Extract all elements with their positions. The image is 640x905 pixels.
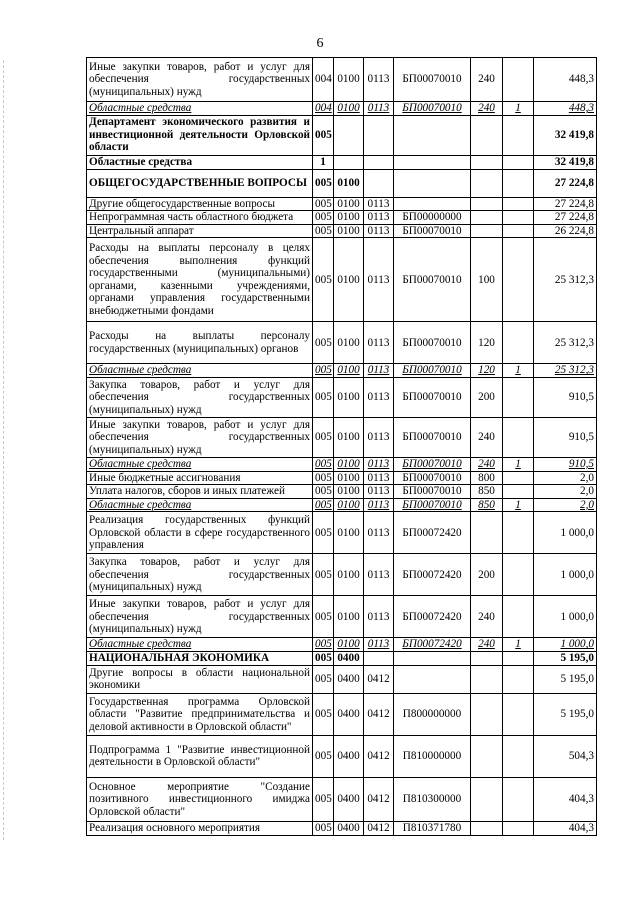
department-code: 005 xyxy=(313,638,334,652)
section-code: 0400 xyxy=(334,693,364,735)
table-row xyxy=(87,377,597,417)
expense-type-code: 120 xyxy=(471,322,503,364)
target-article-code xyxy=(394,197,471,211)
table-row xyxy=(87,169,597,197)
expense-type-code: 240 xyxy=(471,417,503,457)
amount: 2,0 xyxy=(534,471,597,485)
table-row xyxy=(87,693,597,735)
row-name: Расходы на выплаты персоналу государственных (муниципальных) органов xyxy=(87,322,313,364)
table-row xyxy=(87,115,597,155)
section-code: 0100 xyxy=(334,471,364,485)
table-row xyxy=(87,735,597,777)
amount: 27 224,8 xyxy=(534,169,597,197)
row-name: Центральный аппарат xyxy=(87,224,313,238)
table-row xyxy=(87,364,597,378)
funding-source-code: 1 xyxy=(503,457,534,471)
row-name: Областные средства xyxy=(87,638,313,652)
row-name: Иные бюджетные ассигнования xyxy=(87,471,313,485)
table-row xyxy=(87,102,597,116)
expense-type-code: 200 xyxy=(471,377,503,417)
department-code: 004 xyxy=(313,102,334,116)
funding-source-code xyxy=(503,821,534,835)
subsection-code: 0113 xyxy=(364,638,394,652)
row-name: ОБЩЕГОСУДАРСТВЕННЫЕ ВОПРОСЫ xyxy=(87,169,313,197)
table-row xyxy=(87,554,597,596)
funding-source-code: 1 xyxy=(503,638,534,652)
subsection-code: 0113 xyxy=(364,102,394,116)
row-name: Государственная программа Орловской области "Развитие предпринимательства и деловой активности в Орловской области" xyxy=(87,693,313,735)
section-code: 0100 xyxy=(334,197,364,211)
amount: 2,0 xyxy=(534,485,597,499)
expense-type-code: 850 xyxy=(471,485,503,499)
section-code: 0400 xyxy=(334,651,364,665)
section-code: 0100 xyxy=(334,238,364,322)
expense-type-code: 800 xyxy=(471,471,503,485)
amount: 404,3 xyxy=(534,821,597,835)
expense-type-code xyxy=(471,693,503,735)
department-code: 1 xyxy=(313,155,334,169)
target-article-code: БП00070010 xyxy=(394,58,471,102)
expense-type-code: 240 xyxy=(471,596,503,638)
funding-source-code xyxy=(503,554,534,596)
subsection-code: 0113 xyxy=(364,238,394,322)
target-article-code xyxy=(394,115,471,155)
amount: 32 419,8 xyxy=(534,115,597,155)
table-row xyxy=(87,665,597,693)
target-article-code: БП00070010 xyxy=(394,457,471,471)
table-row xyxy=(87,155,597,169)
target-article-code xyxy=(394,169,471,197)
table-row xyxy=(87,485,597,499)
target-article-code: П800000000 xyxy=(394,693,471,735)
section-code: 0100 xyxy=(334,58,364,102)
subsection-code: 0113 xyxy=(364,364,394,378)
department-code: 005 xyxy=(313,596,334,638)
amount: 25 312,3 xyxy=(534,238,597,322)
department-code: 005 xyxy=(313,197,334,211)
amount: 26 224,8 xyxy=(534,224,597,238)
row-name: Закупка товаров, работ и услуг для обеспечения государственных (муниципальных) нужд xyxy=(87,554,313,596)
funding-source-code: 1 xyxy=(503,102,534,116)
expense-type-code xyxy=(471,224,503,238)
table-row xyxy=(87,471,597,485)
expense-type-code xyxy=(471,821,503,835)
section-code: 0100 xyxy=(334,512,364,554)
subsection-code: 0113 xyxy=(364,596,394,638)
amount: 1 000,0 xyxy=(534,512,597,554)
section-code: 0400 xyxy=(334,777,364,821)
table-row xyxy=(87,58,597,102)
subsection-code: 0412 xyxy=(364,665,394,693)
table-row xyxy=(87,417,597,457)
funding-source-code xyxy=(503,417,534,457)
amount: 5 195,0 xyxy=(534,693,597,735)
section-code xyxy=(334,155,364,169)
budget-table xyxy=(86,57,597,836)
expense-type-code: 240 xyxy=(471,58,503,102)
funding-source-code xyxy=(503,322,534,364)
expense-type-code xyxy=(471,735,503,777)
expense-type-code: 200 xyxy=(471,554,503,596)
section-code: 0100 xyxy=(334,169,364,197)
row-name: Расходы на выплаты персоналу в целях обеспечения выполнения функций государственными (муниципальными) органами, казенными учреждениями, органами управления государственными внебюджетными фондами xyxy=(87,238,313,322)
expense-type-code: 120 xyxy=(471,364,503,378)
department-code: 005 xyxy=(313,821,334,835)
subsection-code: 0113 xyxy=(364,58,394,102)
funding-source-code xyxy=(503,471,534,485)
section-code: 0100 xyxy=(334,211,364,225)
amount: 910,5 xyxy=(534,457,597,471)
target-article-code: БП00072420 xyxy=(394,596,471,638)
row-name: НАЦИОНАЛЬНАЯ ЭКОНОМИКА xyxy=(87,651,313,665)
department-code: 005 xyxy=(313,115,334,155)
subsection-code xyxy=(364,155,394,169)
funding-source-code: 1 xyxy=(503,364,534,378)
row-name: Иные закупки товаров, работ и услуг для обеспечения государственных (муниципальных) нужд xyxy=(87,417,313,457)
amount: 27 224,8 xyxy=(534,211,597,225)
funding-source-code xyxy=(503,596,534,638)
funding-source-code xyxy=(503,155,534,169)
subsection-code: 0412 xyxy=(364,735,394,777)
funding-source-code: 1 xyxy=(503,498,534,512)
funding-source-code xyxy=(503,197,534,211)
target-article-code xyxy=(394,155,471,169)
target-article-code: БП00000000 xyxy=(394,211,471,225)
amount: 404,3 xyxy=(534,777,597,821)
subsection-code xyxy=(364,169,394,197)
target-article-code: П810371780 xyxy=(394,821,471,835)
subsection-code: 0113 xyxy=(364,512,394,554)
row-name: Реализация государственных функций Орловской области в сфере государственного управления xyxy=(87,512,313,554)
amount: 5 195,0 xyxy=(534,651,597,665)
funding-source-code xyxy=(503,485,534,499)
amount: 504,3 xyxy=(534,735,597,777)
funding-source-code xyxy=(503,58,534,102)
section-code: 0100 xyxy=(334,596,364,638)
table-row xyxy=(87,211,597,225)
funding-source-code xyxy=(503,169,534,197)
page-number: 6 xyxy=(316,36,324,51)
budget-table-body xyxy=(87,58,597,836)
department-code: 005 xyxy=(313,457,334,471)
section-code xyxy=(334,115,364,155)
department-code: 004 xyxy=(313,58,334,102)
expense-type-code xyxy=(471,169,503,197)
target-article-code: БП00070010 xyxy=(394,224,471,238)
department-code: 005 xyxy=(313,485,334,499)
target-article-code: БП00072420 xyxy=(394,554,471,596)
department-code: 005 xyxy=(313,377,334,417)
binding-edge-mark xyxy=(3,60,5,840)
expense-type-code xyxy=(471,777,503,821)
department-code: 005 xyxy=(313,322,334,364)
target-article-code: БП00070010 xyxy=(394,471,471,485)
row-name: Областные средства xyxy=(87,102,313,116)
expense-type-code xyxy=(471,197,503,211)
subsection-code xyxy=(364,115,394,155)
target-article-code xyxy=(394,651,471,665)
amount: 1 000,0 xyxy=(534,638,597,652)
subsection-code: 0113 xyxy=(364,485,394,499)
department-code: 005 xyxy=(313,665,334,693)
expense-type-code: 240 xyxy=(471,102,503,116)
department-code: 005 xyxy=(313,417,334,457)
subsection-code: 0113 xyxy=(364,498,394,512)
subsection-code: 0412 xyxy=(364,777,394,821)
subsection-code: 0412 xyxy=(364,693,394,735)
expense-type-code xyxy=(471,512,503,554)
table-row xyxy=(87,638,597,652)
subsection-code: 0113 xyxy=(364,471,394,485)
row-name: Областные средства xyxy=(87,498,313,512)
row-name: Иные закупки товаров, работ и услуг для обеспечения государственных (муниципальных) нужд xyxy=(87,58,313,102)
funding-source-code xyxy=(503,693,534,735)
department-code: 005 xyxy=(313,471,334,485)
section-code: 0400 xyxy=(334,665,364,693)
row-name: Областные средства xyxy=(87,457,313,471)
subsection-code: 0412 xyxy=(364,821,394,835)
section-code: 0100 xyxy=(334,322,364,364)
target-article-code: БП00070010 xyxy=(394,498,471,512)
target-article-code: БП00070010 xyxy=(394,322,471,364)
expense-type-code xyxy=(471,211,503,225)
target-article-code: БП00070010 xyxy=(394,102,471,116)
funding-source-code xyxy=(503,735,534,777)
expense-type-code xyxy=(471,155,503,169)
department-code: 005 xyxy=(313,238,334,322)
subsection-code: 0113 xyxy=(364,377,394,417)
section-code: 0100 xyxy=(334,364,364,378)
amount: 910,5 xyxy=(534,417,597,457)
amount: 5 195,0 xyxy=(534,665,597,693)
table-row xyxy=(87,777,597,821)
section-code: 0100 xyxy=(334,377,364,417)
row-name: Областные средства xyxy=(87,364,313,378)
section-code: 0100 xyxy=(334,224,364,238)
row-name: Уплата налогов, сборов и иных платежей xyxy=(87,485,313,499)
row-name: Основное мероприятие "Создание позитивного инвестиционного имиджа Орловской области" xyxy=(87,777,313,821)
table-row xyxy=(87,322,597,364)
amount: 32 419,8 xyxy=(534,155,597,169)
department-code: 005 xyxy=(313,651,334,665)
table-row xyxy=(87,651,597,665)
row-name: Департамент экономического развития и инвестиционной деятельности Орловской области xyxy=(87,115,313,155)
funding-source-code xyxy=(503,115,534,155)
section-code: 0100 xyxy=(334,102,364,116)
amount: 448,3 xyxy=(534,102,597,116)
subsection-code xyxy=(364,651,394,665)
table-row xyxy=(87,197,597,211)
amount: 2,0 xyxy=(534,498,597,512)
funding-source-code xyxy=(503,224,534,238)
table-row xyxy=(87,457,597,471)
funding-source-code xyxy=(503,651,534,665)
table-row xyxy=(87,821,597,835)
row-name: Закупка товаров, работ и услуг для обеспечения государственных (муниципальных) нужд xyxy=(87,377,313,417)
department-code: 005 xyxy=(313,364,334,378)
target-article-code: БП00070010 xyxy=(394,417,471,457)
amount: 1 000,0 xyxy=(534,596,597,638)
subsection-code: 0113 xyxy=(364,417,394,457)
funding-source-code xyxy=(503,377,534,417)
subsection-code: 0113 xyxy=(364,322,394,364)
table-row xyxy=(87,512,597,554)
target-article-code: БП00072420 xyxy=(394,512,471,554)
section-code: 0400 xyxy=(334,821,364,835)
funding-source-code xyxy=(503,512,534,554)
section-code: 0100 xyxy=(334,457,364,471)
expense-type-code xyxy=(471,665,503,693)
section-code: 0100 xyxy=(334,417,364,457)
target-article-code xyxy=(394,665,471,693)
section-code: 0400 xyxy=(334,735,364,777)
subsection-code: 0113 xyxy=(364,224,394,238)
department-code: 005 xyxy=(313,554,334,596)
amount: 25 312,3 xyxy=(534,322,597,364)
row-name: Иные закупки товаров, работ и услуг для обеспечения государственных (муниципальных) нужд xyxy=(87,596,313,638)
amount: 25 312,3 xyxy=(534,364,597,378)
department-code: 005 xyxy=(313,693,334,735)
funding-source-code xyxy=(503,777,534,821)
department-code: 005 xyxy=(313,224,334,238)
target-article-code: П810300000 xyxy=(394,777,471,821)
expense-type-code xyxy=(471,651,503,665)
target-article-code: БП00072420 xyxy=(394,638,471,652)
row-name: Подпрограмма 1 "Развитие инвестиционной деятельности в Орловской области" xyxy=(87,735,313,777)
expense-type-code: 100 xyxy=(471,238,503,322)
expense-type-code xyxy=(471,115,503,155)
table-row xyxy=(87,498,597,512)
target-article-code: БП00070010 xyxy=(394,364,471,378)
row-name: Реализация основного мероприятия xyxy=(87,821,313,835)
row-name: Непрограммная часть областного бюджета xyxy=(87,211,313,225)
amount: 27 224,8 xyxy=(534,197,597,211)
expense-type-code: 240 xyxy=(471,457,503,471)
section-code: 0100 xyxy=(334,498,364,512)
department-code: 005 xyxy=(313,169,334,197)
amount: 910,5 xyxy=(534,377,597,417)
expense-type-code: 240 xyxy=(471,638,503,652)
row-name: Областные средства xyxy=(87,155,313,169)
subsection-code: 0113 xyxy=(364,211,394,225)
table-row xyxy=(87,238,597,322)
section-code: 0100 xyxy=(334,554,364,596)
amount: 448,3 xyxy=(534,58,597,102)
target-article-code: П810000000 xyxy=(394,735,471,777)
subsection-code: 0113 xyxy=(364,554,394,596)
amount: 1 000,0 xyxy=(534,554,597,596)
table-row xyxy=(87,224,597,238)
table-row xyxy=(87,596,597,638)
row-name: Другие общегосударственные вопросы xyxy=(87,197,313,211)
subsection-code: 0113 xyxy=(364,197,394,211)
department-code: 005 xyxy=(313,498,334,512)
expense-type-code: 850 xyxy=(471,498,503,512)
funding-source-code xyxy=(503,665,534,693)
department-code: 005 xyxy=(313,735,334,777)
subsection-code: 0113 xyxy=(364,457,394,471)
target-article-code: БП00070010 xyxy=(394,377,471,417)
funding-source-code xyxy=(503,211,534,225)
funding-source-code xyxy=(503,238,534,322)
section-code: 0100 xyxy=(334,638,364,652)
target-article-code: БП00070010 xyxy=(394,238,471,322)
target-article-code: БП00070010 xyxy=(394,485,471,499)
row-name: Другие вопросы в области национальной экономики xyxy=(87,665,313,693)
department-code: 005 xyxy=(313,512,334,554)
department-code: 005 xyxy=(313,211,334,225)
department-code: 005 xyxy=(313,777,334,821)
section-code: 0100 xyxy=(334,485,364,499)
